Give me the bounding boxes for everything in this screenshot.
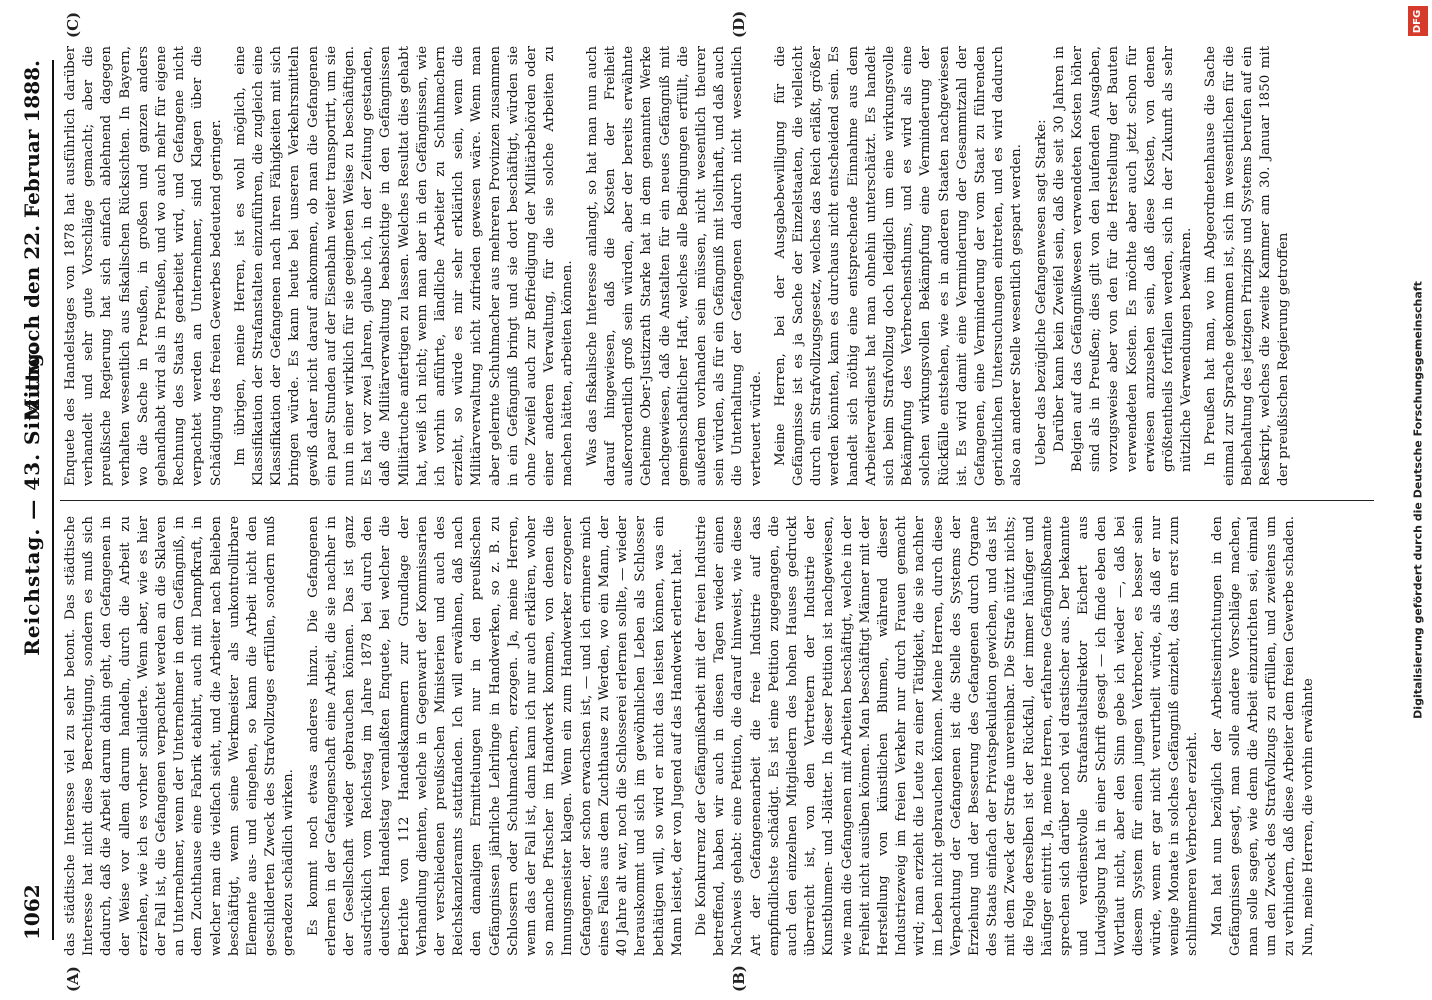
left-column xyxy=(62,516,1374,956)
running-head xyxy=(18,60,54,940)
page-number: 1062 xyxy=(20,884,44,940)
paragraph: In Preußen hat man, wo im Abgeordnetenhause die Sache einmal zur Sprache gekommen ist, sich im wesentlichen für die Beibehaltung des jetzigen Prinzips und Systems berufen auf ein Reskript, welches die zweite Kammer am 30. Januar 1850 mit der preußischen Regierung getroffen xyxy=(1203,46,1292,486)
dfg-credit-text: Digitalisierung gefördert durch die Deutsche Forschungsgemeinschaft xyxy=(1411,281,1425,719)
margin-mark-c: (C) xyxy=(64,11,82,38)
paragraph: Meine Herren, bei der Ausgabebewilligung für die Gefängnisse ist es ja Sache der Einzelstaaten, die vielleicht durch ein Strafvollzugsgesetz, welches das Reich erläßt, größer werden könnten, kann es durchaus nicht entscheidend sein. Es handelt sich nöthig eine entsprechende Einnahme aus dem Arbeiterverdienst hat man ohnehin unterschätzt. Es handelt sich beim Strafvollzug doch lediglich um eine wirkungsvolle Bekämpfung des Verbrechensthums, und es wird als eine solchen wirkungsvollen Bekämpfung eine Verminderung der Rückfälle entstehen, wie es in anderen Staaten nachgewiesen ist. Es wird damit eine Verminderung der Gesammtzahl der Gefangenen, eine Verminderung der vom Staat zu führenden gerichtlichen Untersuchungen eintreten, und es wird dadurch also an anderer Stelle wesentlich gespart werden. xyxy=(772,46,1025,486)
paragraph: Es kommt noch etwas anderes hinzu. Die Gefangenen erlernen in der Gefangenschaft eine Arbeit, die sie nachher in der Gesellschaft wieder gebrauchen können. Das ist ganz ausdrücklich vom Reichstag im Jahre 1878 bei durch den deutschen Handelstag veranlaßten Enquete, bei welcher die Berichte von 112 Handelskammern zur Grundlage der Verhandlung dienten, welche in Gegenwart der Kommissarien der verschiedenen preußischen Ministerien und auch des Reichskanzleramts stattfanden. Ich will erwähnen, daß nach den damaligen Ermittelungen nur in den preußischen Gefängnissen jährliche Lehrlinge in Handwerken, so z. B. zu Schlossern oder Schuhmachern, erzogen. Ja, meine Herren, wenn das der Fall ist, dann kann ich nur auch erklären, woher so manche Pfuscher im Handwerk kommen, von denen die Innungsmeister klagen. Wenn ein zum Handwerker erzogener Gefangener, der schon erwachsen ist, — und ich erinnere mich eines Falles aus dem Zuchthause zu Werden, wo ein Mann, der 40 Jahre alt war, noch die Schlosserei erlernen sollte, — wieder herauskommt und sich im gewöhnlichen Leben als Schlosser bethätigen will, so wird er nicht das leisten können, was ein Mann leistet, der von Jugend auf das Handwerk erlernt hat. xyxy=(305,516,685,956)
quotation: Darüber kann kein Zweifel sein, daß die seit 30 Jahren in Belgien auf das Gefängnißwesen verwendeten Kosten höher sind als in Preußen; dies gilt von den laufenden Ausgaben, vorzugsweise aber von den für die Herstellung der Bauten verwendeten Kosten. Es möchte aber auch jetzt schon für erwiesen anzusehen sein, daß diese Kosten, von denen größtentheils fortfallen werden, sich in der Zukunft als sehr nützliche Verwendungen bewähren. xyxy=(1051,46,1195,472)
paragraph: das städtische Interesse viel zu sehr betont. Das städtische Interesse hat nicht diese Berechtigung, sondern es muß sich dadurch, daß die Arbeit darum dahin geht, den Gefangenen in der Weise vor allem darum handeln, durch die Arbeit zu erziehen, wie ich es vorher schilderte. Wenn aber, wie es hier der Fall ist, die Gefangenen verpachtet werden an die Sklaven an Unternehmer, wenn der Unternehmer in dem Gefängniß, in dem Zuchthause eine Fabrik etablirt, auch mit Dampfkraft, in welcher man die vielfach sieht, und die Arbeiter nach Belieben beschäftigt, wenn seine Werkmeister als unkontrollirbare Elemente aus- und eingehen, so kann die Arbeit nicht den geschilderten Zweck des Strafvollzuges erfüllen, sondern muß geradezu schädlich wirken. xyxy=(63,516,297,956)
margin-mark-a: (A) xyxy=(64,966,82,992)
dfg-footer xyxy=(1404,0,1432,1000)
margin-mark-b: (B) xyxy=(730,965,748,992)
session-date: Mittwoch den 22. Februar 1888. xyxy=(20,60,44,421)
paragraph: Die Konkurrenz der Gefängnißarbeit mit der freien Industrie betreffend, haben wir auch in diesen Tagen wieder einen Nachweis gehabt: eine Petition, die darauf hinweist, wie diese Art der Gefangenenarbeit die freie Industrie auf das empfindlichste schädigt. Es ist eine Petition zugegangen, die auch den einzelnen Mitgliedern des hohen Hauses gedruckt überreicht ist, von den Vertretern der Industrie der Kunstblumen- und -blätter. In dieser Petition ist nachgewiesen, wie man die Gefangenen mit Arbeiten beschäftigt, welche in der Freiheit nicht ausüben können. Man beschäftigt Männer mit der Herstellung von künstlichen Blumen, während dieser Industriezweig im freien Verkehr nur durch Frauen gemacht wird; man erzieht die Leute zu einer Tätigkeit, die sie nachher im Leben nicht gebrauchen können. Meine Herren, durch diese Verpachtung der Gefangenen ist die Stelle des Systems der Erziehung und der Besserung des Gefangenen durch Organe des Staats einfach der Privatspekulation gewichen, und das ist mit dem Zweck der Strafe unvereinbar. Die Strafe nützt nichts; die Folge derselben ist der Rückfall, der immer häufiger und häufiger eintritt. Ja, meine Herren, erfahrene Gefängnißbeamte sprechen sich darüber noch viel drastischer aus. Der bekannte und verdienstvolle Strafanstaltsdirektor Eichert aus Ludwigsburg hat in einer Schrift gesagt — ich finde eben den Wortlaut nicht, aber den Sinn gebe ich wieder —, daß bei diesem System für einen jungen Verbrecher, es besser sein würde, wenn er gar nicht verurtheilt würde, als daß er nur wenige Monate in solches Gefängniß einzieht, das ihn erst zum schlimmeren Verbrecher erzieht. xyxy=(693,516,1201,956)
paragraph: Enquete des Handelstages von 1878 hat ausführlich darüber verhandelt und sehr gute Vorschläge gemacht; aber die preußische Regierung hat sich einfach ablehnend dagegen verhalten wesentlich aus fiskalischen Rücksichten. In Bayern, wo die Sache in Preußen, in großen und ganzen anders gehandhabt wird als in Preußen, und wo auch mehr für eigene Rechnung des Staats gearbeitet wird, und Gefangene nicht verpachtet werden an Unternehmer, sind Klagen über die Schädigung des freien Gewerbes bedeutend geringer. xyxy=(63,46,224,486)
right-column xyxy=(62,46,1374,486)
paragraph: Im übrigen, meine Herren, ist es wohl möglich, eine Klassifikation der Strafanstalten einzuführen, die zugleich eine Klassifikation der Gefangenen nach ihren Fähigkeiten mit sich bringen würde. Es kann heute bei unseren Verkehrsmitteln gewiß daher nicht darauf ankommen, ob man die Gefangenen ein paar Stunden auf der Eisenbahn weiter transportirt, um sie nun in einer wirklich für sie geeigneten Weise zu beschäftigen. Es hat vor zwei Jahren, glaube ich, in der Zeitung gestanden, daß die Militärverwaltung beabsichtige in den Gefängnissen Militärtuche anfertigen zu lassen. Welches Resultat dies gehabt hat, weiß ich nicht; wenn man aber in den Gefängnissen, wie ich vorhin anführte, ländliche Arbeiter zu Schuhmachern erzieht, so würde es mir sehr erklärlich sein, wenn die Militärverwaltung nicht zufrieden gewesen wäre. Wenn man aber gelernte Schuhmacher aus mehreren Provinzen zusammen in ein Gefängniß bringt und sie dort beschäftigt, würden sie ohne Zweifel auch zur Befriedigung der Militärbehörden oder einer anderen Verwaltung, für die sie solche Arbeiten zu machen hätten, arbeiten können. xyxy=(232,46,576,486)
paragraph: Ueber das bezügliche Gefangenwesen sagt Starke: xyxy=(1033,119,1049,466)
session-title: Reichstag. — 43. Sitzung. xyxy=(20,344,44,656)
margin-mark-d: (D) xyxy=(730,10,748,38)
paragraph: Man hat nun bezüglich der Arbeitseinrichtungen in den Gefängnissen gesagt, man solle andere Vorschläge machen, man solle sagen, wie denn die Arbeit einzurichten sei, einmal um den Zweck des Strafvollzugs zu erfüllen, und zweitens um zu verhindern, daß diese Arbeiter dem freien Gewerbe schaden. Nun, meine Herren, die vorhin erwähnte xyxy=(1209,516,1316,956)
paragraph: Was das fiskalische Interesse anlangt, so hat man nun auch darauf hingewiesen, daß die Kosten der Freiheit außerordentlich groß sein würden, aber der bereits erwähnte Geheime Ober-Justizrath Starke hat in dem genannten Werke nachgewiesen, daß die Anstalten für ein neues Gefängniß mit gemeinschaftlicher Haft, welches alle Bedingungen erfüllt, die außerdem vorhanden sein müssen, nicht wesentlich theurer sein würden, als für ein Gefängniß mit Isolirhaft, und daß auch die Unterhaltung der Gefangenen dadurch nicht wesentlich verteuert würde. xyxy=(584,46,764,486)
column-divider xyxy=(60,500,1374,501)
dfg-logo: DFG xyxy=(1408,6,1428,36)
